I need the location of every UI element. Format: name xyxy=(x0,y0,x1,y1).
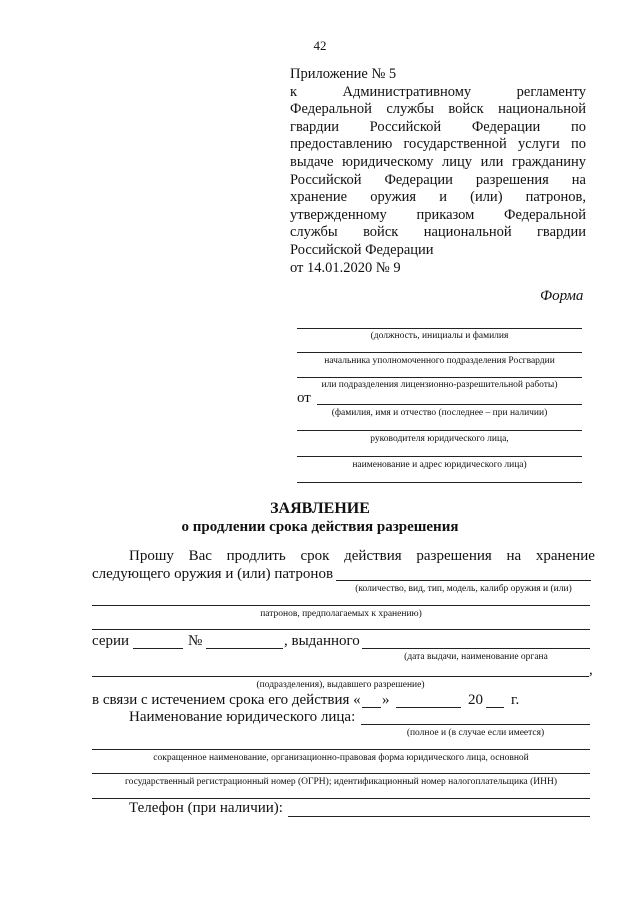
year-prefix: 20 xyxy=(468,692,483,708)
series-label: серии xyxy=(92,633,130,649)
addressee-line-3[interactable] xyxy=(297,377,582,378)
phone-field[interactable] xyxy=(288,816,590,817)
request-word: действия xyxy=(344,548,402,564)
legal-name-label: Наименование юридического лица: xyxy=(129,709,356,725)
page-number: 42 xyxy=(313,38,327,53)
expiry-quote: » xyxy=(382,692,390,708)
weapons-line-1[interactable] xyxy=(336,580,591,581)
document-subtitle: о продлении срока действия разрешения xyxy=(181,519,459,535)
addressee-caption-2: начальника уполномоченного подразделения Росгвардии xyxy=(324,356,555,366)
appendix-word: войск xyxy=(363,224,399,241)
appendix-word: утвержденному xyxy=(290,206,387,223)
appendix-word: (или) xyxy=(470,189,503,206)
weapons-line-3[interactable] xyxy=(92,629,590,630)
caption-legal-1: (полное и (в случае если имеется) xyxy=(406,728,545,738)
appendix-word: службы xyxy=(290,224,338,241)
appendix-word: и xyxy=(439,189,447,206)
caption-legal-2: сокращенное наименование, организационно-правовая форма юридического лица, основной xyxy=(153,753,529,763)
appendix-word: национальной xyxy=(498,101,586,118)
appendix-line xyxy=(290,172,586,190)
appendix-line xyxy=(290,189,586,207)
appendix-word: юридическому xyxy=(342,153,434,170)
appendix-word: выдаче xyxy=(290,153,334,170)
addressee-line-7[interactable] xyxy=(297,482,582,483)
appendix-word: предоставлению xyxy=(290,136,393,153)
number-label: № xyxy=(188,633,203,649)
appendix-word: Федерации xyxy=(384,171,453,188)
addressee-caption-5: руководителя юридического лица, xyxy=(370,434,509,444)
appendix-word: лицу xyxy=(442,153,473,170)
form-label: Форма xyxy=(540,288,584,304)
appendix-word: службы xyxy=(386,101,435,118)
caption-weapons-2: патронов, предполагаемых к хранению) xyxy=(260,609,422,619)
appendix-word: хранение xyxy=(290,189,348,206)
appendix-line xyxy=(290,154,586,172)
appendix-word: от 14.01.2020 № 9 xyxy=(290,259,401,276)
request-word: хранение xyxy=(535,548,595,564)
appendix-word: или xyxy=(480,153,504,170)
caption-issued-2: (подразделения), выдавшего разрешение) xyxy=(256,680,425,690)
issued-field[interactable] xyxy=(362,648,590,649)
legal-line-2[interactable] xyxy=(92,749,590,750)
appendix-word: Российской xyxy=(369,118,442,135)
year-suffix: г. xyxy=(511,692,520,708)
issued-label: , выданного xyxy=(284,633,360,649)
addressee-caption-1: (должность, инициалы и фамилия xyxy=(370,331,509,341)
from-line[interactable] xyxy=(317,404,582,405)
appendix-word: Административному xyxy=(342,83,472,100)
request-word: Прошу xyxy=(129,548,174,564)
appendix-line xyxy=(290,136,586,154)
weapons-line-2[interactable] xyxy=(92,605,590,606)
appendix-word: оружия xyxy=(370,189,417,206)
addressee-caption-4: (фамилия, имя и отчество (последнее – при наличии) xyxy=(331,408,548,418)
request-line-2: следующего оружия и (или) патронов xyxy=(92,566,334,582)
expiry-year-field[interactable] xyxy=(486,707,504,708)
appendix-word: Приложение № 5 xyxy=(290,66,397,82)
addressee-line-1[interactable] xyxy=(297,328,582,329)
legal-name-field[interactable] xyxy=(361,724,590,725)
issuer-comma: , xyxy=(589,662,593,678)
appendix-word: по xyxy=(570,118,586,135)
expiry-day-field[interactable] xyxy=(362,707,381,708)
appendix-word: гвардии xyxy=(290,118,339,135)
addressee-caption-6: наименование и адрес юридического лица) xyxy=(352,460,527,470)
request-line xyxy=(129,548,595,565)
number-field[interactable] xyxy=(206,648,283,649)
appendix-block xyxy=(290,66,586,277)
appendix-line xyxy=(290,260,586,278)
appendix-word: разрешения xyxy=(475,171,549,188)
appendix-word: регламенту xyxy=(516,83,586,100)
document-title: ЗАЯВЛЕНИЕ xyxy=(270,500,370,517)
appendix-word: по xyxy=(570,136,586,153)
appendix-word: на xyxy=(571,171,586,188)
appendix-word: приказом xyxy=(416,206,475,223)
appendix-line xyxy=(290,207,586,225)
appendix-word: национальной xyxy=(423,224,512,241)
appendix-word: Российской Федерации xyxy=(290,241,434,258)
appendix-word: патронов, xyxy=(525,189,586,206)
appendix-word: Федеральной xyxy=(504,206,586,223)
appendix-word: Российской xyxy=(290,171,362,188)
caption-issued-1: (дата выдачи, наименование органа xyxy=(404,652,548,662)
addressee-line-6[interactable] xyxy=(297,456,582,457)
from-label: от xyxy=(297,390,311,406)
legal-line-4[interactable] xyxy=(92,798,590,799)
appendix-line xyxy=(290,101,586,119)
request-word: Вас xyxy=(188,548,212,564)
appendix-word: Федерации xyxy=(471,118,541,135)
request-word: разрешения xyxy=(416,548,492,564)
expiry-text: в связи с истечением срока его действия « xyxy=(92,692,361,708)
appendix-line xyxy=(290,242,586,260)
appendix-line xyxy=(290,224,586,242)
appendix-line xyxy=(290,84,586,102)
legal-line-3[interactable] xyxy=(92,773,590,774)
appendix-word: Федеральной xyxy=(290,101,372,118)
caption-legal-3: государственный регистрационный номер (ОГРН); идентификационный номер налогоплательщика (ИНН) xyxy=(124,777,558,787)
issuer-line[interactable] xyxy=(92,676,589,677)
expiry-month-field[interactable] xyxy=(396,707,461,708)
appendix-line xyxy=(290,66,586,84)
addressee-caption-3: или подразделения лицензионно-разрешительной работы) xyxy=(321,380,558,390)
caption-weapons-1: (количество, вид, тип, модель, калибр оружия и (или) xyxy=(355,584,572,594)
addressee-line-5[interactable] xyxy=(297,430,582,431)
request-word: срок xyxy=(300,548,330,564)
addressee-line-2[interactable] xyxy=(297,352,582,353)
phone-label: Телефон (при наличии): xyxy=(129,800,283,816)
appendix-word: услуги xyxy=(517,136,560,153)
appendix-word: гражданину xyxy=(512,153,586,170)
appendix-word: к xyxy=(290,83,298,100)
request-word: продлить xyxy=(226,548,286,564)
appendix-word: войск xyxy=(448,101,484,118)
appendix-word: гвардии xyxy=(536,224,586,241)
appendix-line xyxy=(290,119,586,137)
series-field[interactable] xyxy=(133,648,183,649)
appendix-word: государственной xyxy=(403,136,507,153)
request-word: на xyxy=(506,548,522,564)
